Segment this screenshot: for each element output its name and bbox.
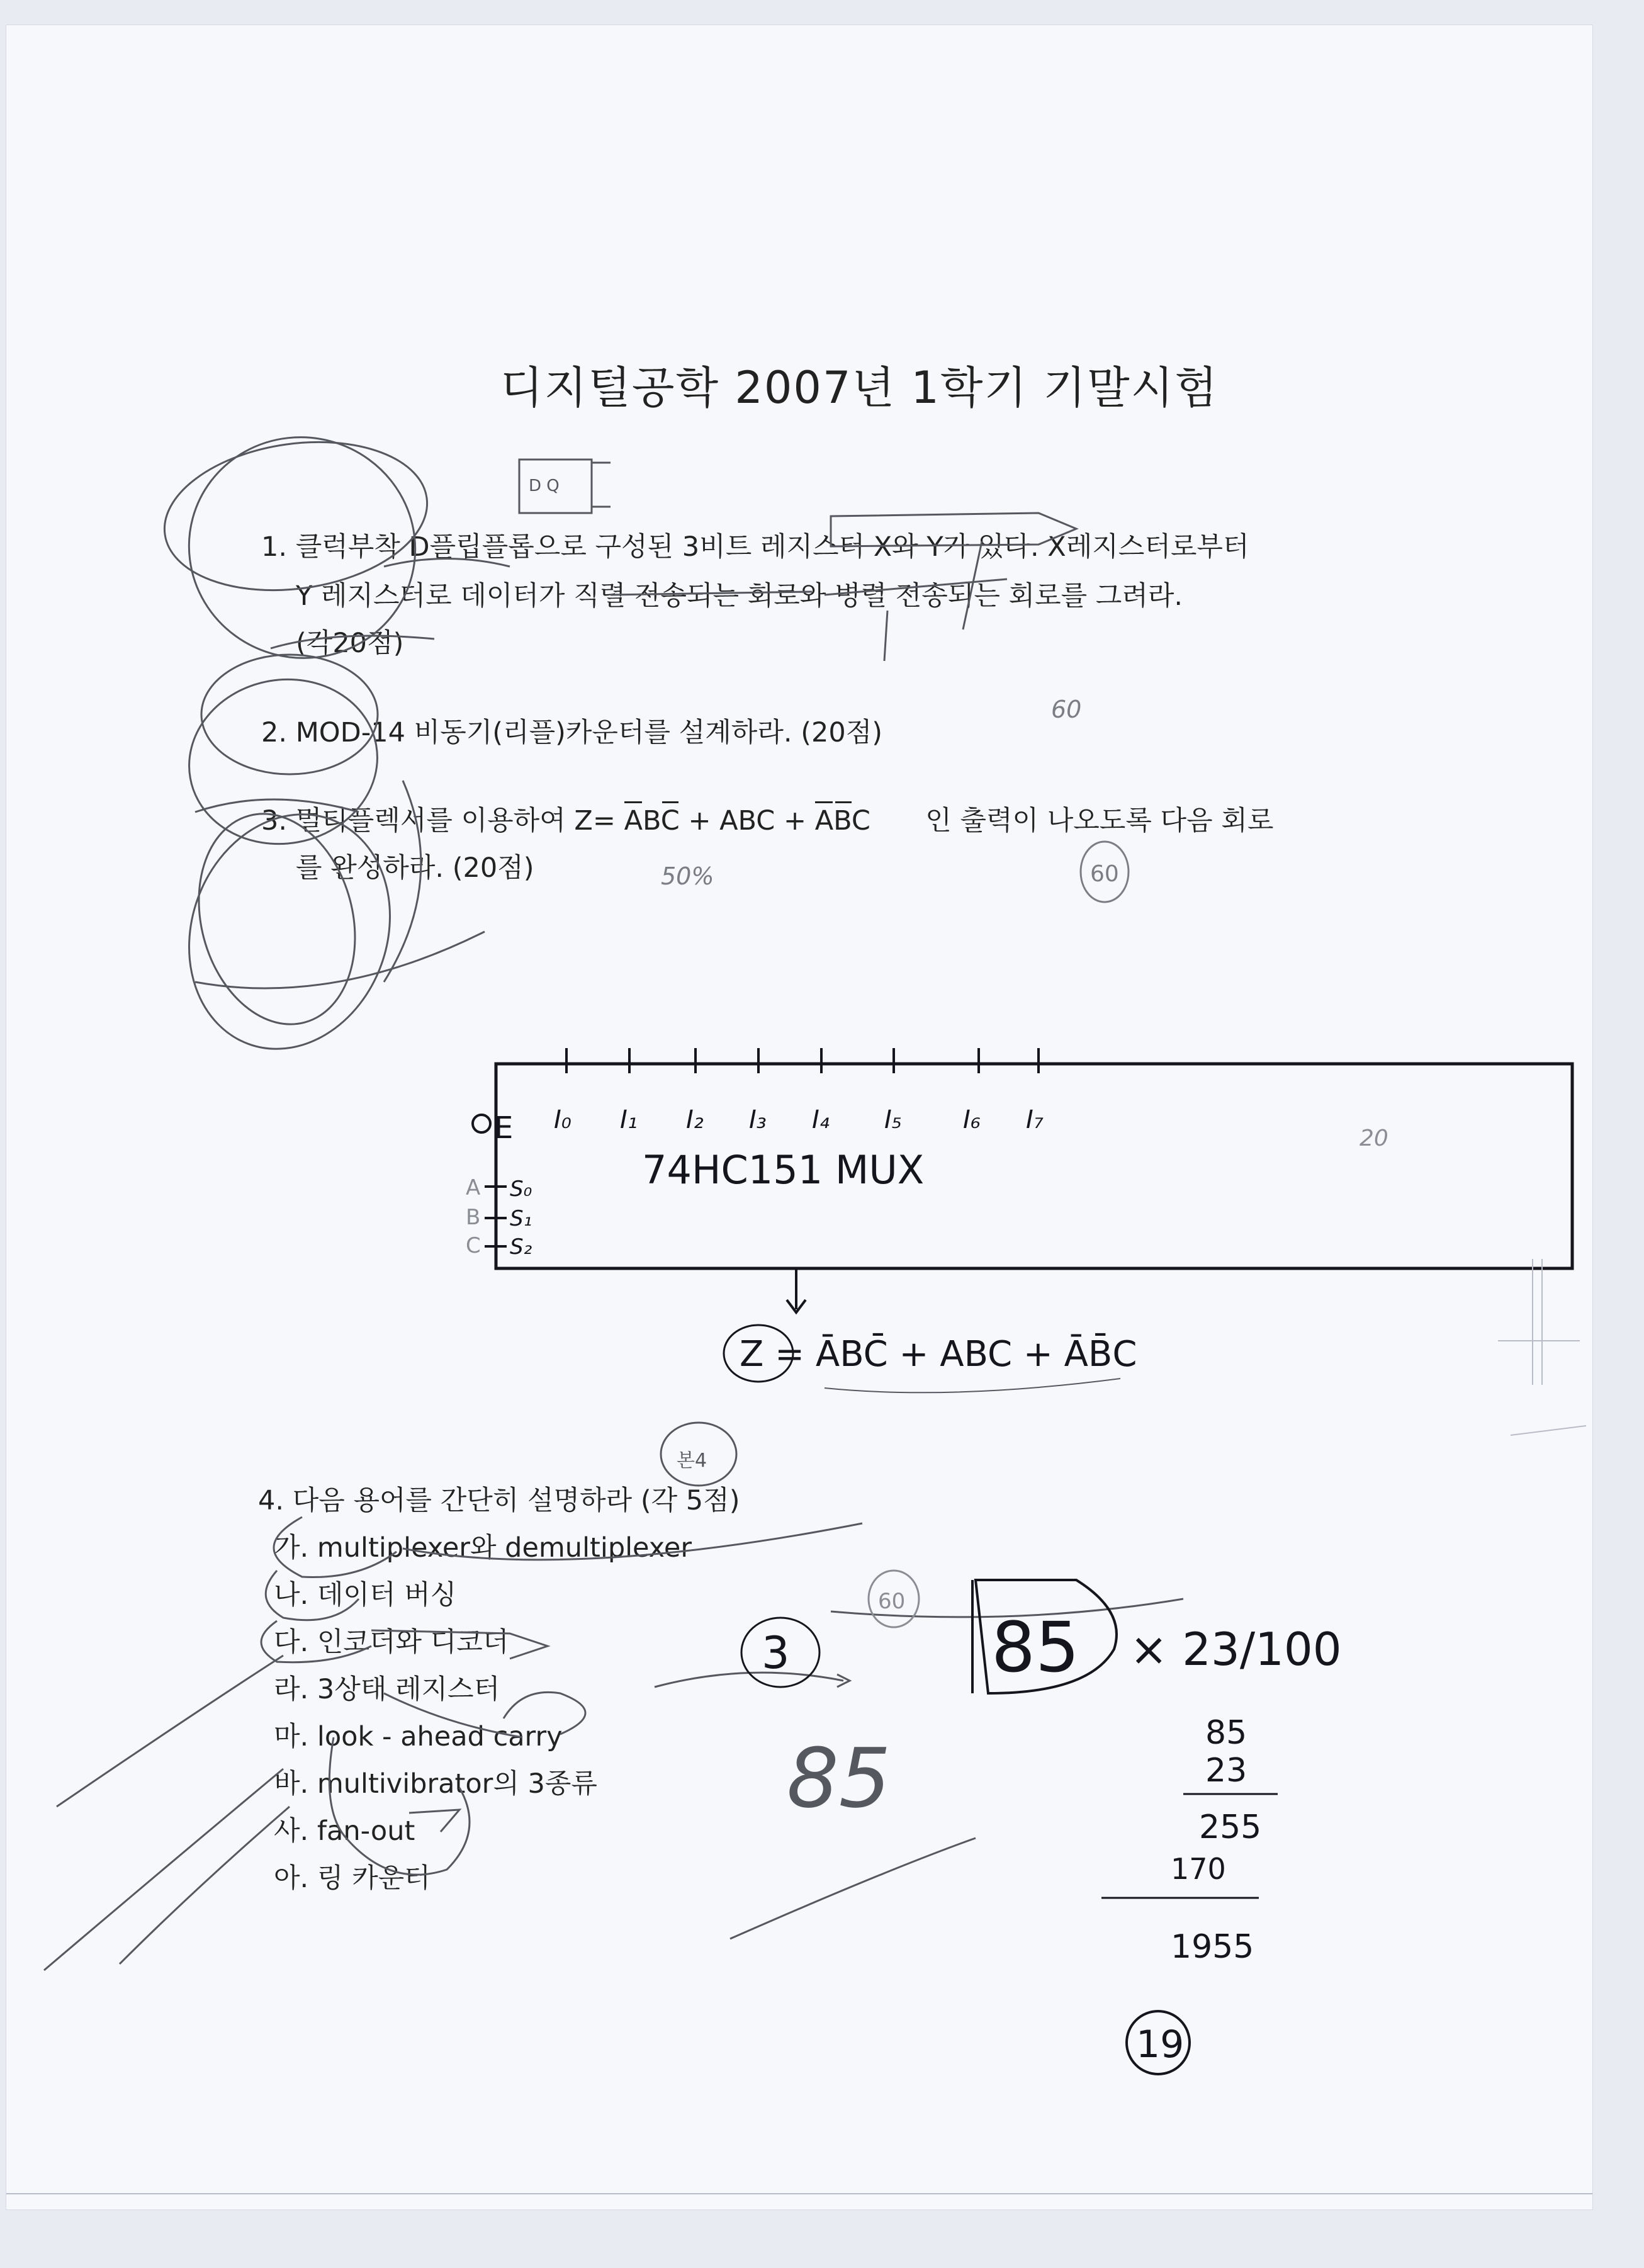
q4-header: 4. 다음 용어를 간단히 설명하라 (각 5점) (258, 1485, 740, 1516)
q2-line1: 2. MOD-14 비동기(리플)카운터를 설계하라. (20점) (261, 717, 883, 748)
mux-input: I₀ (554, 1105, 571, 1134)
pencil-loops (155, 412, 485, 1077)
q3-suffix: 인 출력이 나오도록 다음 회로 (925, 805, 1274, 837)
flipflop-label: D Q (529, 477, 560, 495)
handwriting-layer (6, 25, 1592, 2209)
work-line: 1955 (1171, 1928, 1254, 1966)
q1-line2: Y 레지스터로 데이터가 직렬 전송되는 회로와 병렬 전송되는 회로를 그려라. (296, 580, 1183, 612)
margin-note: 60 (1090, 861, 1119, 887)
q4-item: 아. 링 카운터 (274, 1863, 431, 1894)
q4-item: 사. fan-out (274, 1815, 415, 1847)
mux-input: I₂ (686, 1105, 704, 1134)
q1-line3: (각20점) (296, 628, 404, 659)
q3-line2: 를 완성하라. (20점) (296, 852, 534, 884)
q3-term1: ABC (624, 805, 680, 837)
exam-page (6, 25, 1592, 2209)
exam-title: 디지털공학 2007년 1학기 기말시험 (500, 362, 1219, 414)
select-var: B (466, 1205, 481, 1230)
big-score: 85 (787, 1730, 891, 1826)
mux-input: I₄ (812, 1105, 830, 1134)
mux-select: S₀ (510, 1176, 532, 1202)
work-line: 170 (1171, 1852, 1226, 1886)
q1-line1: 1. 클럭부착 D플립플롭으로 구성된 3비트 레지스터 X와 Y가 있다. X레지스터로부터 (261, 531, 1249, 563)
q4-mark: 본4 (677, 1450, 707, 1472)
q4-item: 가. multiplexer와 demultiplexer (274, 1532, 692, 1564)
q4-item: 바. multivibrator의 3종류 (274, 1768, 597, 1800)
q4-marks (44, 1423, 1183, 1970)
mux-output: Z = ĀBC̄ + ABC + ĀB̄C (740, 1334, 1137, 1375)
mux-enable: E (494, 1110, 514, 1146)
margin-note: 60 (1051, 696, 1082, 723)
circled-score: 3 (762, 1627, 790, 1679)
margin-note: 50% (661, 862, 714, 890)
mux-select: S₂ (510, 1234, 532, 1260)
work-line: 85 (1205, 1714, 1247, 1752)
q1-marks (271, 460, 1076, 661)
mux-input: I₃ (749, 1105, 767, 1134)
scan-artifacts (6, 1259, 1592, 2194)
work-line: 23 (1205, 1752, 1247, 1790)
q4-item: 라. 3상태 레지스터 (274, 1674, 500, 1705)
mux-select: S₁ (510, 1206, 532, 1231)
q4-item: 마. look - ahead carry (274, 1721, 563, 1752)
final-score: 19 (1136, 2023, 1185, 2067)
margin-note: 20 (1360, 1126, 1388, 1151)
mux-drawing (466, 1048, 1572, 1392)
q3-plus: + ABC + (688, 805, 807, 837)
q3-term3: ABC (815, 805, 870, 837)
q4-item: 나. 데이터 버싱 (274, 1579, 457, 1611)
boxed-score: 85 (991, 1607, 1079, 1688)
mux-input: I₅ (884, 1105, 902, 1134)
mux-input: I₆ (963, 1105, 981, 1134)
q3-prefix: 3. 멀티플렉서를 이용하여 Z= (261, 805, 616, 837)
select-var: A (466, 1175, 481, 1200)
work-line: 255 (1199, 1808, 1262, 1846)
score-area (741, 1580, 1342, 2074)
multiplier: × 23/100 (1130, 1623, 1342, 1676)
q4-mark: 60 (878, 1589, 906, 1614)
q4-item: 다. 인코더와 디코더 (274, 1627, 509, 1658)
mux-input: I₁ (620, 1105, 638, 1134)
mux-label: 74HC151 MUX (642, 1147, 925, 1193)
mux-input: I₇ (1026, 1105, 1044, 1134)
select-var: C (466, 1233, 481, 1258)
